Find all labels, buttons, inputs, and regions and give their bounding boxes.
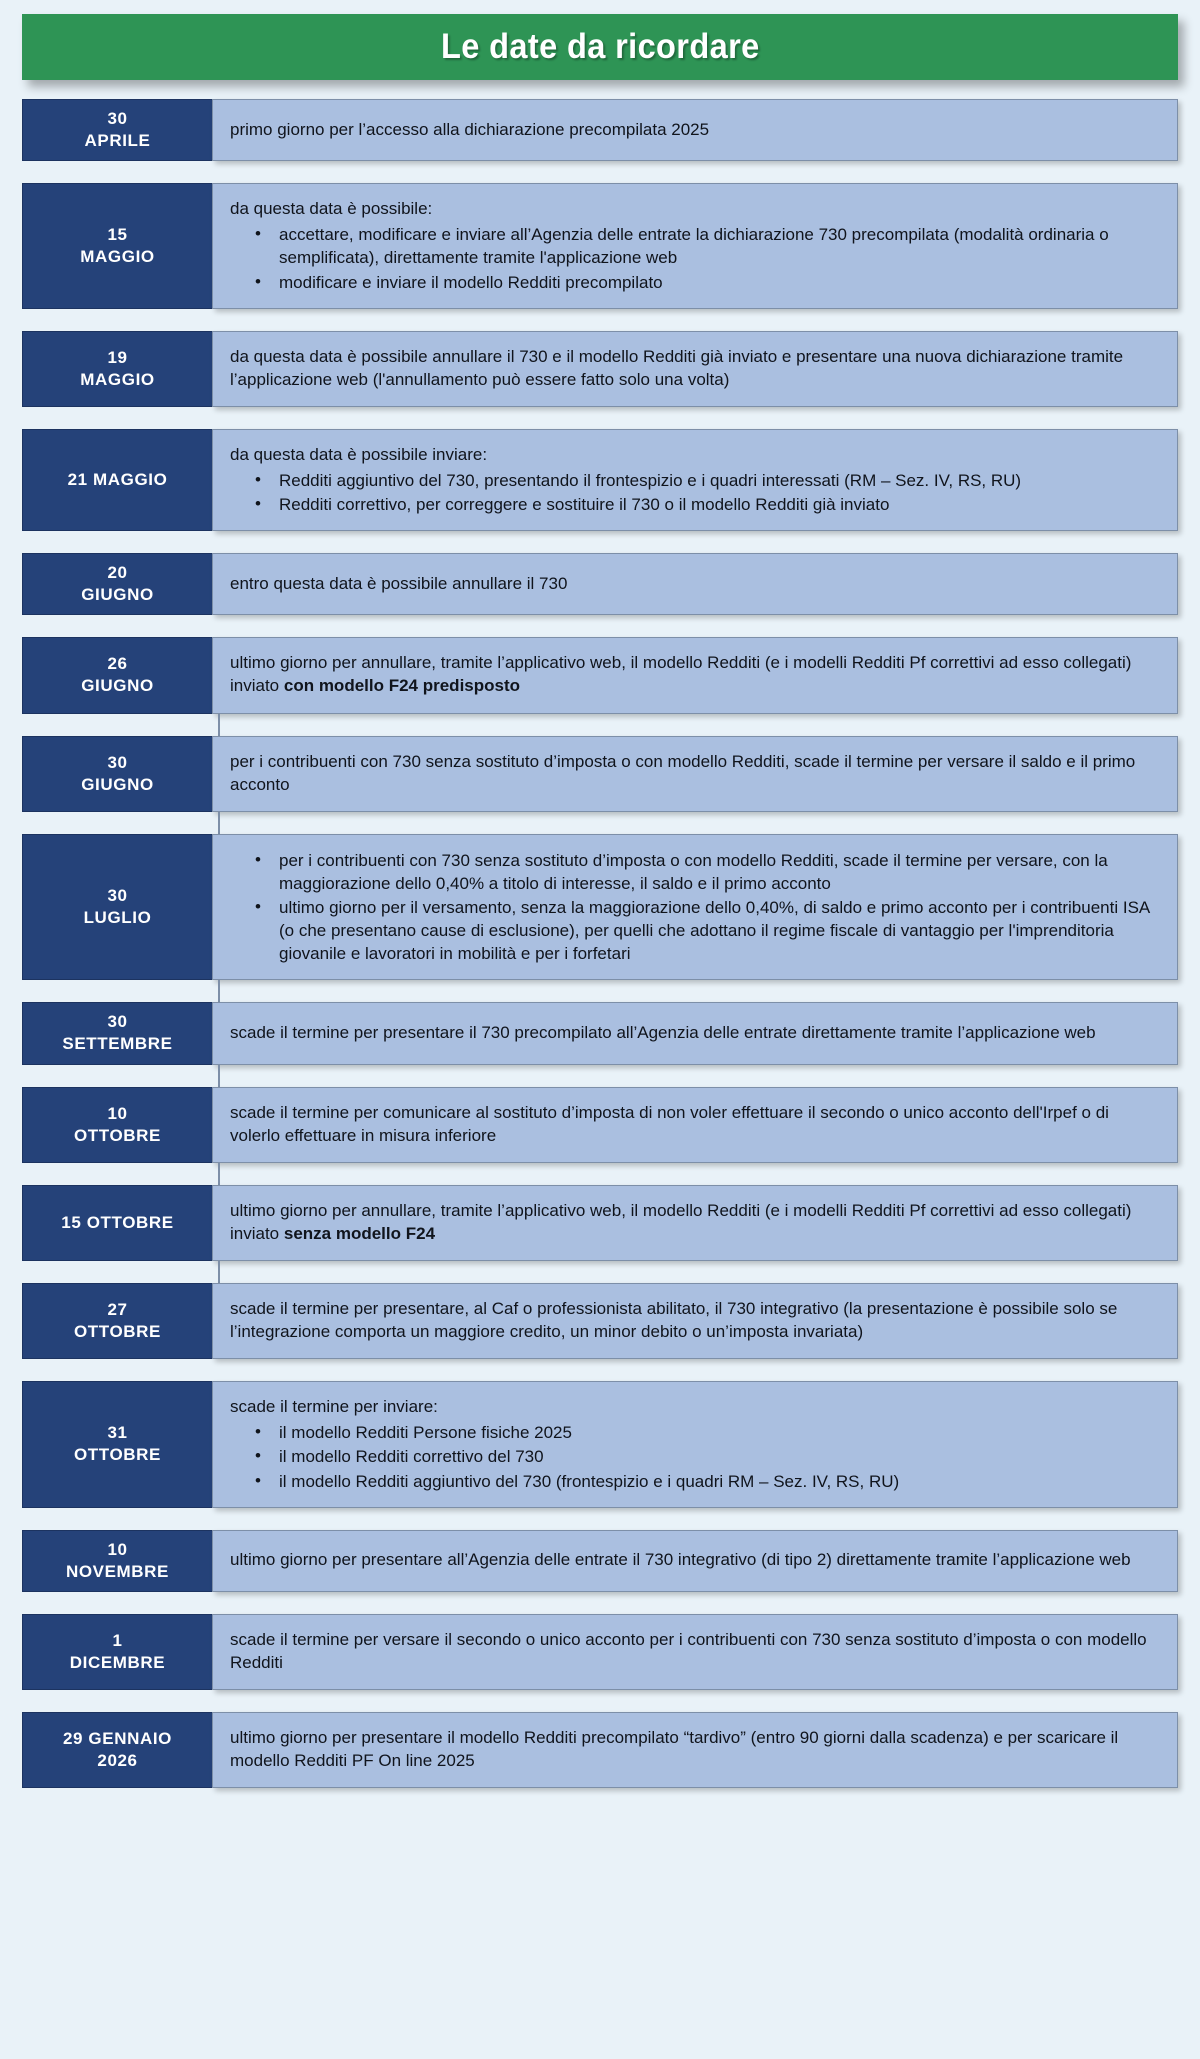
deadline-month: OTTOBRE <box>73 1322 161 1342</box>
deadline-row <box>22 1283 1178 1359</box>
deadline-date <box>22 553 212 615</box>
deadline-month: OTTOBRE <box>73 1445 161 1465</box>
deadline-bullet: • Redditi aggiuntivo del 730, presentando il frontespizio e i quadri interessati (RM – Sez. IV, RS, RU) <box>230 469 1157 492</box>
deadline-description <box>212 1712 1178 1788</box>
deadline-bullet-list <box>230 1420 1157 1493</box>
deadline-intro: scade il termine per comunicare al sostituto d’imposta di non voler effettuare il secondo o unico acconto dell'Irpef o di volerlo effettuare in misura inferiore <box>230 1102 1109 1145</box>
deadline-intro: da questa data è possibile annullare il 730 e il modello Redditi già inviato e presentare una nuova dichiarazione tramite l’applicazione web (l'annullamento può essere fatto solo una volta) <box>230 346 1124 389</box>
deadline-bullet-list <box>230 468 1157 517</box>
deadline-row <box>22 553 1178 615</box>
deadline-date <box>22 637 212 713</box>
deadline-intro: per i contribuenti con 730 senza sostituto d’imposta o con modello Redditi, scade il termine per versare il saldo e il primo acconto <box>230 751 1136 794</box>
deadline-row <box>22 99 1178 161</box>
deadline-row <box>22 1530 1178 1592</box>
deadline-row <box>22 1614 1178 1690</box>
deadline-date <box>22 1712 212 1788</box>
page-title: Le date da ricordare <box>440 27 760 66</box>
deadline-description <box>212 331 1178 407</box>
deadline-row <box>22 736 1178 812</box>
deadline-bullet: • il modello Redditi aggiuntivo del 730 (frontespizio e i quadri RM – Sez. IV, RS, RU) <box>230 1470 1157 1493</box>
deadline-intro: scade il termine per versare il secondo o unico acconto per i contribuenti con 730 senza sostituto d’imposta o con modello Redditi <box>230 1629 1147 1672</box>
deadline-bullet: • ultimo giorno per il versamento, senza la maggiorazione dello 0,40%, di saldo e primo acconto per i contribuenti ISA (o che presentano cause di esclusione), per quelli che adottano il regime fiscale di vantaggio per l'imprenditoria giovanile e lavoratori in mobilità e per i forfetari <box>230 896 1157 965</box>
deadline-description <box>212 1530 1178 1592</box>
deadline-day: 27 <box>107 1299 128 1319</box>
deadline-day: 21 MAGGIO <box>67 469 168 489</box>
deadline-description <box>212 1283 1178 1359</box>
deadline-intro: ultimo giorno per annullare, tramite l’applicativo web, il modello Redditi (e i modelli Redditi Pf correttivi ad esso collegati) inviato con modello F24 predisposto <box>230 653 1132 696</box>
deadline-date <box>22 1087 212 1163</box>
deadline-date <box>22 736 212 812</box>
deadline-day: 10 <box>107 1103 128 1123</box>
deadline-row <box>22 1712 1178 1788</box>
deadline-day: 15 <box>107 224 128 244</box>
deadline-description <box>212 1002 1178 1064</box>
deadline-bullet: • Redditi correttivo, per correggere e sostituire il 730 o il modello Redditi già inviato <box>230 493 1157 516</box>
deadline-date <box>22 1283 212 1359</box>
deadline-day: 30 <box>107 885 128 905</box>
deadline-day: 10 <box>107 1539 128 1559</box>
deadline-description <box>212 1087 1178 1163</box>
deadline-day: 20 <box>107 563 128 583</box>
deadline-description <box>212 1381 1178 1507</box>
deadline-day: 31 <box>107 1423 128 1443</box>
deadline-row <box>22 834 1178 981</box>
deadline-intro: scade il termine per presentare, al Caf o professionista abilitato, il 730 integrativo (la presentazione è possibile solo se l’integrazione comporta un maggiore credito, un minor debito o un’imposta invariata) <box>230 1298 1118 1342</box>
deadline-month: GIUGNO <box>81 676 154 696</box>
deadline-intro: entro questa data è possibile annullare il 730 <box>230 573 568 593</box>
deadline-date <box>22 99 212 161</box>
deadline-date <box>22 429 212 531</box>
deadline-date <box>22 183 212 308</box>
deadline-month: MAGGIO <box>80 246 155 266</box>
deadline-intro: da questa data è possibile inviare: <box>230 444 488 464</box>
deadline-row <box>22 183 1178 308</box>
deadline-row <box>22 429 1178 531</box>
deadline-month: GIUGNO <box>81 774 154 794</box>
deadline-date <box>22 331 212 407</box>
deadline-month: NOVEMBRE <box>65 1561 170 1581</box>
deadline-date <box>22 1614 212 1690</box>
deadline-month: APRILE <box>84 131 151 151</box>
deadline-month: DICEMBRE <box>69 1652 166 1672</box>
deadline-month: 2026 <box>97 1751 138 1771</box>
deadline-date <box>22 1002 212 1064</box>
deadline-intro: ultimo giorno per annullare, tramite l’applicativo web, il modello Redditi (e i modelli Redditi Pf correttivi ad esso collegati) inviato senza modello F24 <box>230 1200 1132 1243</box>
deadline-day: 30 <box>107 752 128 772</box>
deadline-row <box>22 1002 1178 1064</box>
deadline-date <box>22 834 212 981</box>
deadline-month: OTTOBRE <box>73 1125 161 1145</box>
deadline-month: LUGLIO <box>83 908 152 928</box>
deadline-description <box>212 637 1178 713</box>
deadline-description <box>212 1185 1178 1261</box>
deadline-bullet: • il modello Redditi Persone fisiche 2025 <box>230 1421 1157 1444</box>
deadline-intro: ultimo giorno per presentare il modello Redditi precompilato “tardivo” (entro 90 giorni dalla scadenza) e per scaricare il modello Redditi PF On line 2025 <box>230 1728 1119 1771</box>
deadline-intro: primo giorno per l’accesso alla dichiarazione precompilata 2025 <box>230 119 710 139</box>
deadline-intro: scade il termine per presentare il 730 precompilato all’Agenzia delle entrate direttamente tramite l’applicazione web <box>230 1022 1096 1042</box>
deadline-description <box>212 1614 1178 1690</box>
deadline-description <box>212 429 1178 531</box>
deadline-day: 26 <box>107 654 128 674</box>
deadline-description <box>212 553 1178 615</box>
deadline-intro: scade il termine per inviare: <box>230 1397 438 1417</box>
deadline-day: 30 <box>107 109 128 128</box>
deadline-day: 1 <box>112 1630 123 1650</box>
deadline-bullet: • modificare e inviare il modello Redditi precompilato <box>230 271 1157 294</box>
deadline-day: 29 GENNAIO <box>63 1729 172 1749</box>
deadline-description <box>212 736 1178 812</box>
deadline-bullet-list <box>230 222 1157 294</box>
deadline-day: 30 <box>107 1012 128 1032</box>
deadline-day: 19 <box>107 347 128 367</box>
deadline-description <box>212 183 1178 308</box>
deadline-row <box>22 1087 1178 1163</box>
deadline-date <box>22 1185 212 1261</box>
deadline-row <box>22 331 1178 407</box>
deadline-month: SETTEMBRE <box>62 1034 173 1054</box>
deadline-day: 15 OTTOBRE <box>61 1212 174 1232</box>
deadline-row <box>22 637 1178 713</box>
deadline-bullet: • il modello Redditi correttivo del 730 <box>230 1445 1157 1468</box>
page-banner <box>22 14 1178 80</box>
deadline-bullet: • per i contribuenti con 730 senza sostituto d’imposta o con modello Redditi, scade il termine per versare, con la maggiorazione dello 0,40% a titolo di interesse, il saldo e il primo acconto <box>230 849 1157 895</box>
deadline-bullet: • accettare, modificare e inviare all’Agenzia delle entrate la dichiarazione 730 precompilata (modalità ordinaria o semplificata), direttamente tramite l'applicazione web <box>230 223 1157 269</box>
deadline-date <box>22 1530 212 1592</box>
deadline-month: MAGGIO <box>80 369 155 389</box>
deadline-description <box>212 834 1178 981</box>
deadline-month: GIUGNO <box>81 585 154 605</box>
deadline-rows <box>22 99 1178 1788</box>
deadline-bullet-list <box>230 848 1157 967</box>
deadline-date <box>22 1381 212 1507</box>
deadline-intro: ultimo giorno per presentare all’Agenzia delle entrate il 730 integrativo (di tipo 2) direttamente tramite l’applicazione web <box>230 1550 1131 1570</box>
deadline-row <box>22 1381 1178 1507</box>
deadline-description <box>212 99 1178 161</box>
deadline-intro: da questa data è possibile: <box>230 199 433 219</box>
deadline-row <box>22 1185 1178 1261</box>
